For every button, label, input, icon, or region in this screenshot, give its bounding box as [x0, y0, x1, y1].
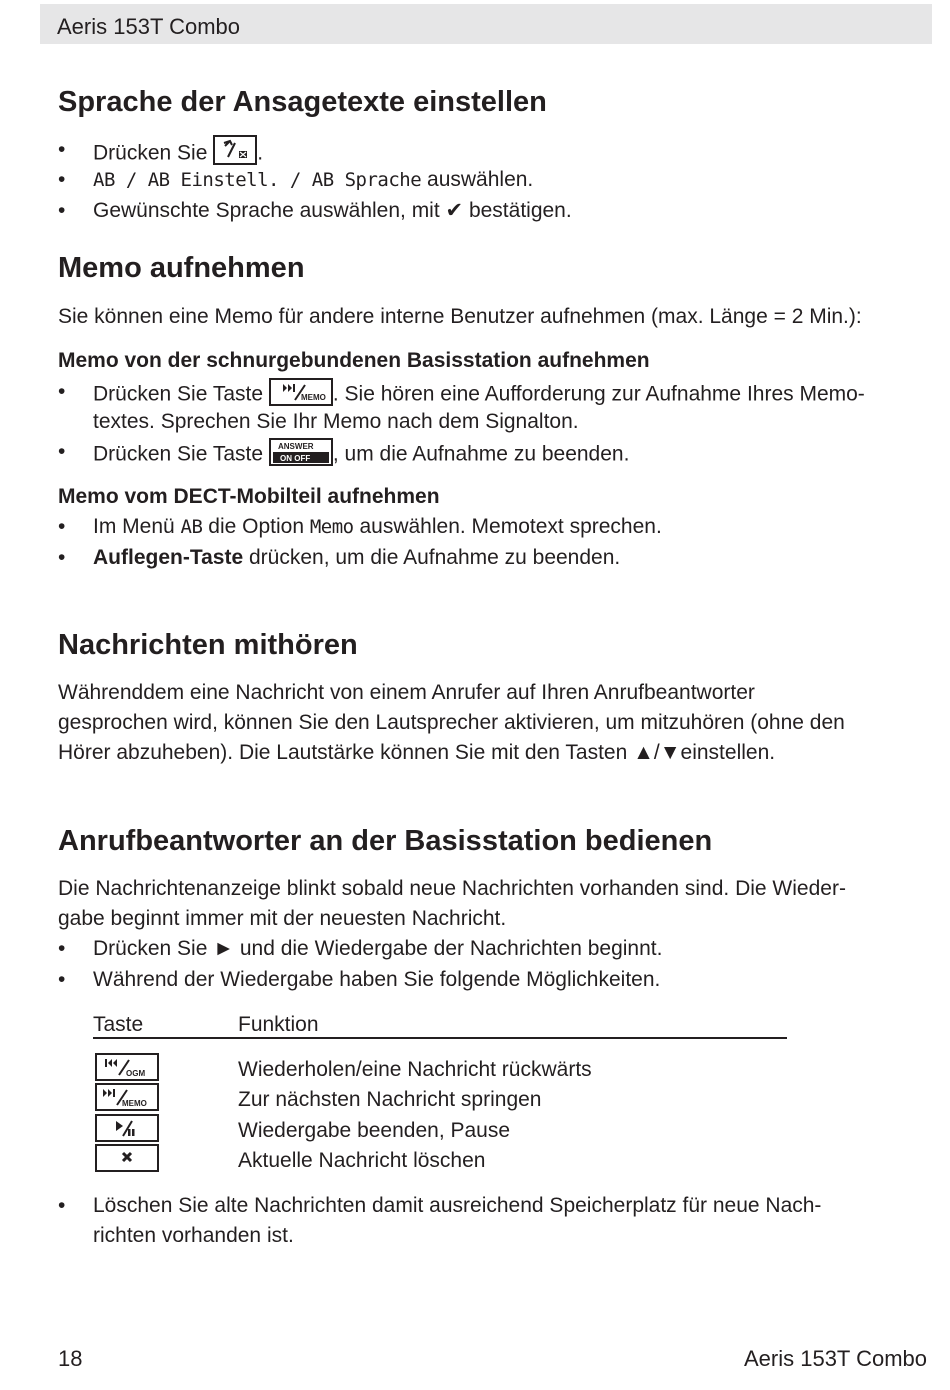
- s2-dect-bullet-2: Auflegen-Taste drücken, um die Aufnahme zu beenden.: [93, 546, 621, 569]
- memo-key-icon: [269, 378, 333, 406]
- bullet: •: [58, 937, 66, 960]
- mithoeren-line-1: Währenddem eine Nachricht von einem Anrufer auf Ihren Anrufbeantworter: [58, 681, 755, 704]
- s4-bullet-1: Drücken Sie ► und die Wiedergabe der Nachrichten beginnt.: [93, 937, 663, 960]
- bullet: •: [58, 440, 66, 463]
- table-header-funktion: Funktion: [238, 1013, 319, 1036]
- svg-text:ANSWER: ANSWER: [277, 442, 314, 451]
- memo-sub-dect: Memo vom DECT-Mobilteil aufnehmen: [58, 485, 440, 508]
- mithoeren-line-2: gesprochen wird, können Sie den Lautsprecher aktivieren, um mitzuhören (ohne den: [58, 711, 845, 734]
- settings-key-icon: [213, 135, 257, 165]
- bullet: •: [58, 380, 66, 403]
- svg-text:MEMO: MEMO: [300, 393, 326, 402]
- svg-text:OGM: OGM: [126, 1069, 146, 1078]
- bedienen-line-1: Die Nachrichtenanzeige blinkt sobald neue Nachrichten vorhanden sind. Die Wieder-: [58, 877, 846, 900]
- s2-bullet-2: Drücken Sie Taste ANSWER ON OFF , um die Aufnahme zu beenden.: [93, 441, 629, 469]
- ogm-key-icon: [95, 1053, 159, 1081]
- bullet: •: [58, 168, 66, 191]
- header-title: Aeris 153T Combo: [57, 14, 241, 39]
- play-pause-key-icon: [95, 1114, 159, 1142]
- mithoeren-line-3: Hörer abzuheben). Die Lautstärke können Sie mit den Tasten ▲/▼einstellen.: [58, 741, 776, 764]
- s1-bullet-2: AB / AB Einstell. / AB Sprache auswählen.: [93, 168, 534, 191]
- heading-mithoeren: Nachrichten mithören: [58, 629, 358, 661]
- memo-sub-base: Memo von der schnurgebundenen Basisstation aufnehmen: [58, 349, 650, 372]
- s2-dect-bullet-1: Im Menü AB die Option Memo auswählen. Memotext sprechen.: [93, 515, 662, 538]
- table-row-function-2: Zur nächsten Nachricht springen: [238, 1088, 542, 1111]
- s4-bullet-3-line-1: Löschen Sie alte Nachrichten damit ausreichend Speicherplatz für neue Nach-: [93, 1194, 822, 1217]
- heading-sprache: Sprache der Ansagetexte einstellen: [58, 86, 547, 118]
- delete-key-icon: [95, 1144, 159, 1172]
- bullet: •: [58, 138, 66, 161]
- table-row-function-4: Aktuelle Nachricht löschen: [238, 1149, 486, 1172]
- bullet: •: [58, 546, 66, 569]
- table-header-taste: Taste: [93, 1013, 144, 1036]
- s2-bullet-1-cont: textes. Sprechen Sie Ihr Memo nach dem Signalton.: [93, 410, 579, 433]
- page-number: 18: [58, 1346, 83, 1371]
- svg-text:MEMO: MEMO: [122, 1099, 147, 1108]
- table-header-rule: [93, 1037, 787, 1039]
- lcd-menu-path: AB / AB Einstell. / AB Sprache: [93, 169, 422, 191]
- s4-bullet-2: Während der Wiedergabe haben Sie folgende Möglichkeiten.: [93, 968, 661, 991]
- heading-memo: Memo aufnehmen: [58, 252, 305, 284]
- bullet: •: [58, 515, 66, 538]
- s4-bullet-3-line-2: richten vorhanden ist.: [93, 1224, 294, 1247]
- bullet: •: [58, 1194, 66, 1217]
- answer-onoff-key-icon: [269, 438, 333, 466]
- page-header: [40, 4, 932, 44]
- memo-intro: Sie können eine Memo für andere interne Benutzer aufnehmen (max. Länge = 2 Min.):: [58, 305, 862, 328]
- footer-title: Aeris 153T Combo: [743, 1346, 927, 1371]
- heading-bedienen: Anrufbeantworter an der Basisstation bedienen: [58, 825, 713, 857]
- bullet: •: [58, 968, 66, 991]
- bedienen-line-2: gabe beginnt immer mit der neuesten Nachricht.: [58, 907, 507, 930]
- s1-bullet-1: Drücken Sie .: [93, 139, 263, 169]
- s2-bullet-1: Drücken Sie Taste MEMO . Sie hören eine Aufforderung zur Aufnahme Ihres Memo-: [93, 381, 865, 409]
- table-row-function-3: Wiedergabe beenden, Pause: [238, 1119, 511, 1142]
- table-row-function-1: Wiederholen/eine Nachricht rückwärts: [238, 1058, 592, 1081]
- bullet: •: [58, 199, 66, 222]
- svg-text:ON OFF: ON OFF: [279, 454, 311, 463]
- s1-bullet-3: Gewünschte Sprache auswählen, mit ✔ bestätigen.: [93, 199, 572, 222]
- memo-key-icon: [95, 1083, 159, 1111]
